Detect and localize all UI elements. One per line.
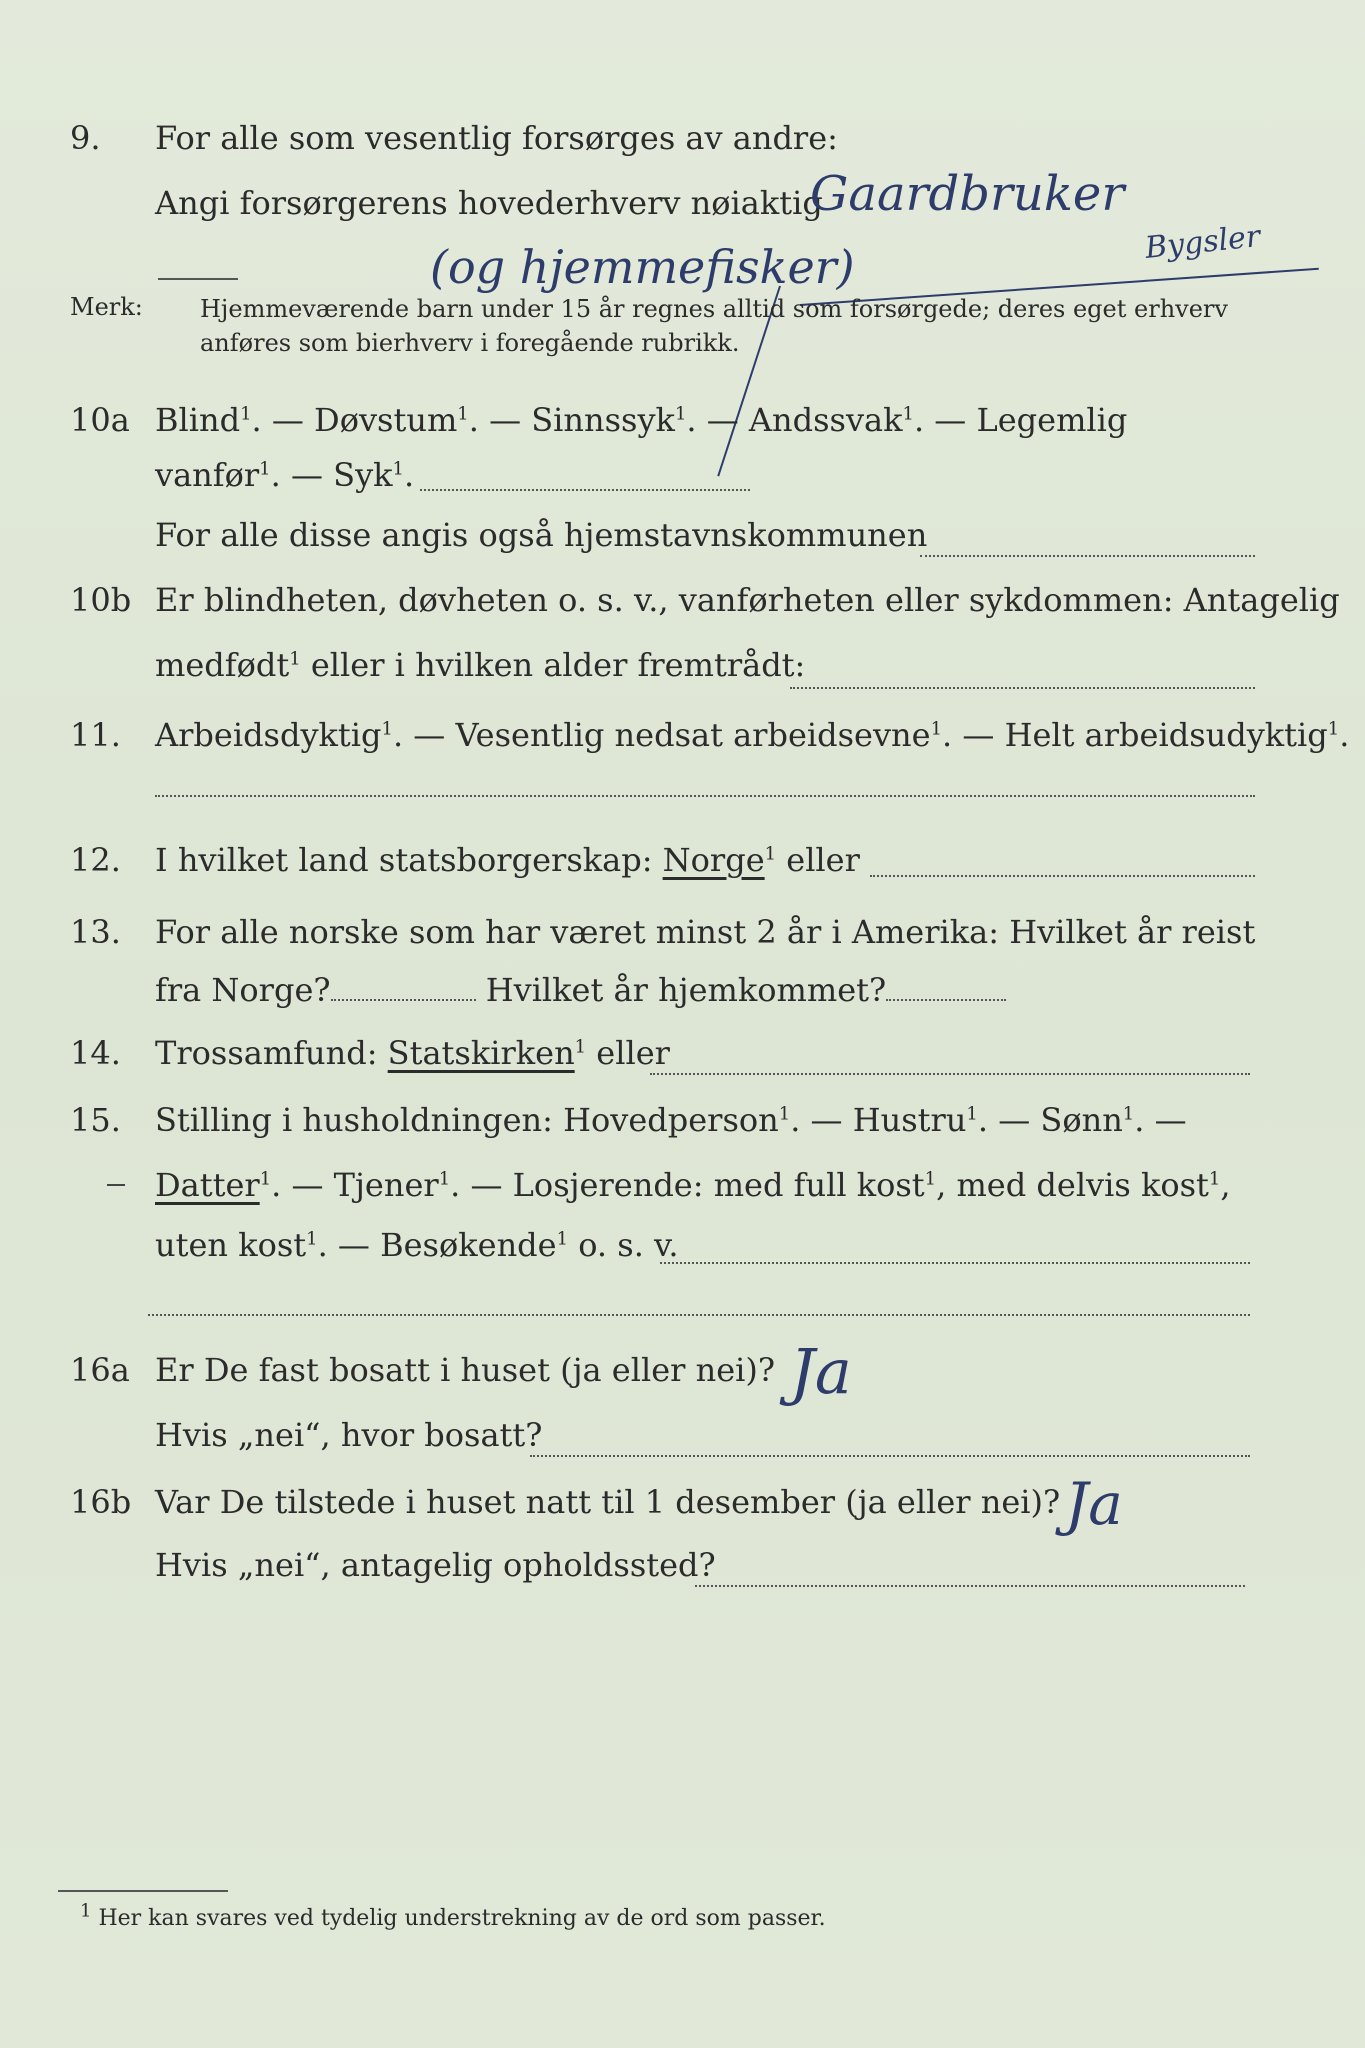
- footnote-mark: 1: [80, 1900, 92, 1922]
- footnote-mark: 1: [306, 1228, 318, 1250]
- question-text: For alle norske som har været minst 2 år i Amerika: Hvilket år reist: [155, 913, 1256, 951]
- footnote-mark: 1: [1327, 718, 1340, 740]
- footnote-rule: [58, 1890, 228, 1892]
- option-andssvak: . — Andssvak: [686, 401, 903, 439]
- question-hjemkommet: Hvilket år hjemkommet?: [485, 971, 887, 1009]
- punctuation: ,: [1220, 1166, 1231, 1204]
- answer-line: [870, 875, 1255, 877]
- footnote-mark: 1: [381, 718, 393, 740]
- option-delvis-kost: , med delvis kost: [936, 1166, 1209, 1204]
- option-eller: eller: [586, 1034, 670, 1072]
- handwritten-answer-ja: Ja: [1065, 1470, 1123, 1538]
- option-sinnssyk: . — Sinnssyk: [468, 401, 675, 439]
- option-sonn: . — Sønn: [977, 1101, 1123, 1139]
- note-text: [200, 292, 1265, 360]
- question-text: [155, 400, 1265, 440]
- footnote-mark: 1: [778, 1103, 791, 1125]
- question-text: Var De tilstede i huset natt til 1 desember (ja eller nei)?: [155, 1483, 1061, 1521]
- question-text: [155, 1165, 1265, 1205]
- handwritten-answer-occupation: Gaardbruker: [810, 166, 1125, 222]
- question-number: 15.: [70, 1101, 121, 1139]
- option-uten-kost: uten kost: [155, 1226, 307, 1264]
- option-nedsat-arbeidsevne: . — Vesentlig nedsat arbeidsevne: [392, 716, 931, 754]
- question-text: [155, 970, 1265, 1010]
- question-number: 9.: [70, 119, 101, 157]
- answer-line: [695, 1585, 1245, 1587]
- footnote-mark: 1: [240, 403, 252, 425]
- option-syk: . — Syk: [270, 456, 393, 494]
- question-text: For alle som vesentlig forsørges av andre:: [155, 119, 838, 157]
- option-datter-underlined: Datter: [155, 1166, 260, 1204]
- question-number: 10b: [70, 581, 132, 619]
- dash-mark: [107, 1184, 125, 1186]
- footnote-mark: 1: [930, 718, 943, 740]
- footnote-mark: 1: [574, 1036, 587, 1058]
- option-dovstum: . — Døvstum: [251, 401, 458, 439]
- option-arbeidsudyktig: . — Helt arbeidsudyktig: [942, 716, 1328, 754]
- question-number: 11.: [70, 716, 121, 754]
- footnote-mark: 1: [924, 1168, 937, 1190]
- question-number: 12.: [70, 841, 121, 879]
- option-eller: eller: [776, 841, 860, 879]
- answer-line: [420, 489, 750, 491]
- footnote-mark: 1: [556, 1228, 569, 1250]
- option-full-kost: . — Losjerende: med full kost: [450, 1166, 925, 1204]
- option-vanfor: vanfør: [155, 456, 260, 494]
- question-text: Hvis „nei“, antagelig opholdssted?: [155, 1546, 716, 1584]
- answer-line: [660, 1262, 1250, 1264]
- punctuation: .: [403, 456, 415, 494]
- answer-line: [148, 1314, 1250, 1316]
- question-label: I hvilket land statsborgerskap:: [155, 841, 653, 879]
- option-besokende: . — Besøkende: [317, 1226, 557, 1264]
- footnote-mark: 1: [674, 403, 687, 425]
- footnote-mark: 1: [259, 458, 271, 480]
- option-legemlig: . — Legemlig: [913, 401, 1128, 439]
- question-text: [155, 1225, 1265, 1265]
- question-text: Hvis „nei“, hvor bosatt?: [155, 1416, 543, 1454]
- question-number: 10a: [70, 401, 130, 439]
- footnote-mark: 1: [966, 1103, 978, 1125]
- answer-line: [331, 999, 476, 1001]
- question-reist: fra Norge?: [155, 971, 331, 1009]
- question-number: 16b: [70, 1483, 132, 1521]
- question-text: Er De fast bosatt i huset (ja eller nei)?: [155, 1351, 776, 1389]
- option-arbeidsdyktig: Arbeidsdyktig: [155, 716, 382, 754]
- punctuation: . —: [1134, 1101, 1187, 1139]
- note-line-2: anføres som bierhverv i foregående rubrikk.: [200, 329, 740, 357]
- option-norge-underlined: Norge: [662, 841, 765, 879]
- note-line-1: Hjemmeværende barn under 15 år regnes alltid som forsørgede; deres eget erhverv: [200, 295, 1228, 323]
- answer-line: [158, 278, 238, 280]
- question-text: Angi forsørgerens hovederhverv nøiaktig: [155, 184, 823, 222]
- option-hovedperson: Stilling i husholdningen: Hovedperson: [155, 1101, 779, 1139]
- option-statskirken-underlined: Statskirken: [387, 1034, 575, 1072]
- footnote-mark: 1: [1208, 1168, 1221, 1190]
- footnote-text: Her kan svares ved tydelig understrekning av de ord som passer.: [98, 1906, 826, 1931]
- footnote-mark: 1: [392, 458, 404, 480]
- answer-line: [790, 687, 1255, 689]
- question-text: [155, 840, 1265, 880]
- footnote-mark: 1: [902, 403, 914, 425]
- footnote-mark: 1: [289, 648, 301, 670]
- footnote-mark: 1: [259, 1168, 272, 1190]
- handwritten-answer-ja: Ja: [790, 1335, 852, 1408]
- question-number: 16a: [70, 1351, 130, 1389]
- note-label: Merk:: [70, 293, 143, 321]
- punctuation: .: [1339, 716, 1350, 754]
- handwritten-answer-extra: Bygsler: [1143, 219, 1262, 266]
- footnote: [80, 1900, 826, 1933]
- question-number: 14.: [70, 1034, 121, 1072]
- question-text-rest: eller i hvilken alder fremtrådt:: [300, 646, 806, 684]
- footnote-mark: 1: [457, 403, 469, 425]
- question-text: For alle disse angis også hjemstavnskommunen: [155, 516, 928, 554]
- footnote-mark: 1: [438, 1168, 451, 1190]
- question-text: Er blindheten, døvheten o. s. v., vanførheten eller sykdommen: Antagelig: [155, 581, 1340, 619]
- question-text: [155, 645, 1265, 685]
- question-text: [155, 1100, 1265, 1140]
- answer-line: [886, 999, 1006, 1001]
- footnote-mark: 1: [1122, 1103, 1135, 1125]
- option-blind: Blind: [155, 401, 241, 439]
- footnote-mark: 1: [764, 843, 777, 865]
- question-number: 13.: [70, 913, 121, 951]
- option-medfodt: medfødt: [155, 646, 290, 684]
- answer-line: [155, 795, 1255, 797]
- answer-line: [650, 1073, 1250, 1075]
- answer-line: [530, 1455, 1250, 1457]
- answer-line: [920, 555, 1255, 557]
- question-text: [155, 1033, 1265, 1073]
- option-osv: o. s. v.: [568, 1226, 679, 1264]
- question-text: [155, 715, 1350, 755]
- option-tjener: . — Tjener: [271, 1166, 439, 1204]
- question-label: Trossamfund:: [155, 1034, 378, 1072]
- handwritten-answer-occupation-note: (og hjemmefisker): [430, 240, 855, 294]
- option-hustru: . — Hustru: [790, 1101, 967, 1139]
